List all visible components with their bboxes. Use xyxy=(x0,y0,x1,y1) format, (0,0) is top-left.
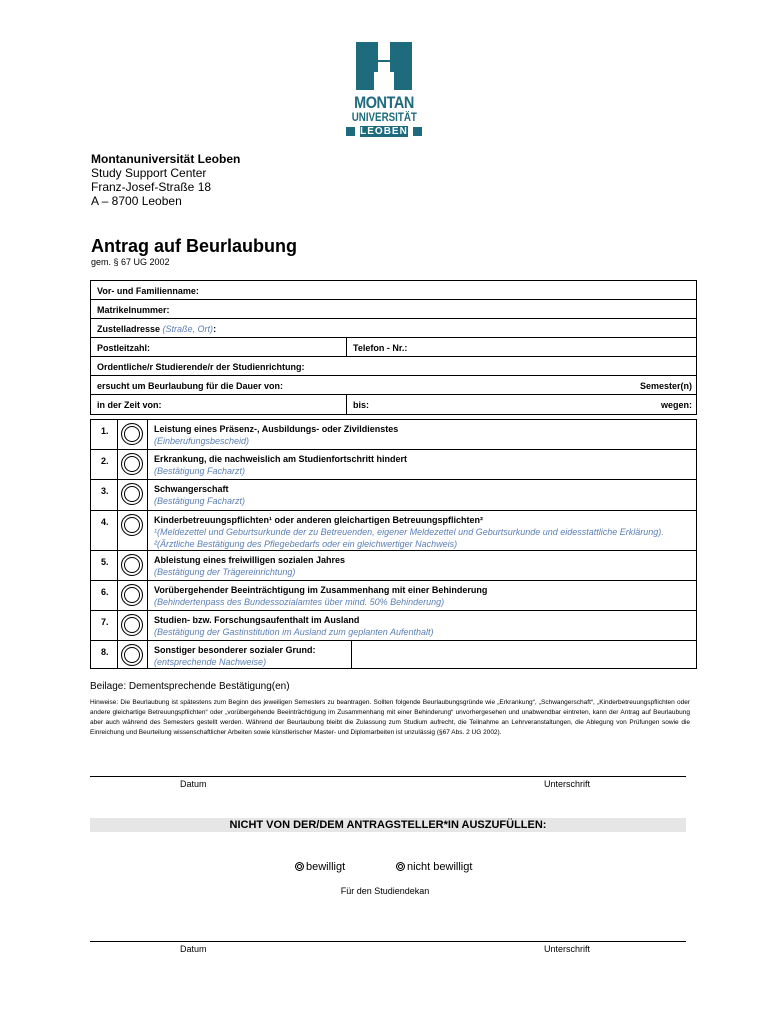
signature-label: Unterschrift xyxy=(544,779,591,789)
reason-number: 6. xyxy=(91,581,118,610)
reason-number: 8. xyxy=(91,641,118,668)
divider xyxy=(346,395,347,414)
other-reason-divider xyxy=(351,641,352,668)
address-hint: (Straße, Ort) xyxy=(162,324,214,334)
reason-text: Studien- bzw. Forschungsaufenthalt im Ausland (Bestätigung der Gastinstitution im Ausland zum geplanten Aufenthalt) xyxy=(154,615,434,637)
approved-label: bewilligt xyxy=(306,861,346,873)
personal-data-table xyxy=(90,280,697,415)
reason-checkbox[interactable] xyxy=(118,581,148,610)
signature-line-dean[interactable] xyxy=(90,941,686,942)
reason-text: Vorübergehender Beeinträchtigung im Zusammenhang mit einer Behinderung (Behindertenpass des Bundessozialamtes über mind. 50% Behinderung) xyxy=(154,585,488,607)
name-label: Vor- und Familienname: xyxy=(97,286,199,296)
radio-circle-icon xyxy=(121,644,143,666)
logo-text-universitaet: UNIVERSITÄT xyxy=(351,112,417,124)
logo-text-leoben-bar xyxy=(346,126,422,138)
office-use-banner: NICHT VON DER/DEM ANTRAGSTELLER*IN AUSZUFÜLLEN: xyxy=(90,818,686,832)
radio-circle-icon xyxy=(121,453,143,475)
radio-circle-icon xyxy=(121,514,143,536)
reason-checkbox[interactable] xyxy=(118,551,148,580)
reason-text: Ableistung eines freiwilligen sozialen Jahres (Bestätigung der Trägereinrichtung) xyxy=(154,555,346,577)
logo-text-montan: MONTAN xyxy=(354,93,414,112)
address-institution: Montanuniversität Leoben xyxy=(91,152,241,166)
reason-checkbox[interactable] xyxy=(118,420,148,449)
studienrichtung-field[interactable] xyxy=(91,357,696,376)
zeit-row xyxy=(91,395,696,414)
semester-label: Semester(n) xyxy=(639,381,692,391)
reason-text: Leistung eines Präsenz-, Ausbildungs- oder Zivildienstes (Einberufungsbescheid) xyxy=(154,424,399,446)
radio-circle-icon xyxy=(121,554,143,576)
reason-number: 1. xyxy=(91,420,118,449)
reason-number: 3. xyxy=(91,480,118,510)
reason-checkbox[interactable] xyxy=(118,611,148,640)
wegen-label: wegen: xyxy=(660,400,692,410)
radio-circle-icon xyxy=(396,862,405,871)
reason-text: Erkrankung, die nachweislich am Studienfortschritt hindert (Bestätigung Facharzt) xyxy=(154,454,408,476)
plz-label: Postleitzahl: xyxy=(97,343,151,353)
reason-row xyxy=(91,420,696,450)
hints-text: Hinweise: Die Beurlaubung ist spätestens zum Beginn des jeweiligen Semesters zu beantragen. Sollten folgende Beurlaubungsgründe wie „Erkrankung“, „Schwangerschaft“, „Kinderbetreuungspflichten oder andere gleichartige Betreuungspflichten“ oder „vorübergehende Beeinträchtigung im Zusammenhang mit einer Behinderung“ unvorhergesehen und unabwendbar eintreten, kann der Antrag auf Beurlaubung aber auch während des Semesters gestellt werden. Während der Beurlaubung bleibt die Zulassung zum Studium aufrecht, die Teilnahme an Lehrveranstaltungen, die Ablegung von Prüfungen sowie die Einreichung und Beurteilung wissenschaftlicher Arbeiten sowie künstlerischer Master- und Diplomarbeiten ist unzulässig (§67 Abs. 2 UG 2002). xyxy=(90,699,690,736)
plz-telefon-row xyxy=(91,338,696,357)
reason-row xyxy=(91,551,696,581)
dauer-label: ersucht um Beurlaubung für die Dauer von: xyxy=(97,381,284,391)
logo-square-right xyxy=(413,127,422,136)
address-label: Zustelladresse (Straße, Ort): xyxy=(97,324,217,334)
signature-line-applicant[interactable] xyxy=(90,776,686,777)
recipient-address xyxy=(91,152,240,208)
address-street: Franz-Josef-Straße 18 xyxy=(91,180,212,194)
telefon-label: Telefon - Nr.: xyxy=(353,343,408,353)
reason-text: Sonstiger besonderer sozialer Grund: (entsprechende Nachweise) xyxy=(154,645,316,667)
signature-label: Unterschrift xyxy=(544,944,591,954)
form-subtitle: gem. § 67 UG 2002 xyxy=(91,257,170,267)
reason-row xyxy=(91,611,696,641)
reason-row xyxy=(91,641,696,668)
reason-row xyxy=(91,581,696,611)
reason-row xyxy=(91,511,696,551)
reason-row xyxy=(91,450,696,480)
matrikel-label: Matrikelnummer: xyxy=(97,305,170,315)
reason-text: Kinderbetreuungspflichten¹ oder anderen gleichartigen Betreuungspflichten² ¹(Meldezettel und Geburtsurkunde der zu Betreuenden, eigener Meldezettel und Geburtsurkunde und eidesstattliche Erklärung). ²(Ärztliche Bestätigung des Pflegebedarfs oder ein gleichwertiger Nachweis) xyxy=(154,515,664,549)
reason-checkbox[interactable] xyxy=(118,511,148,550)
reason-number: 7. xyxy=(91,611,118,640)
reason-row xyxy=(91,480,696,511)
reason-number: 4. xyxy=(91,511,118,550)
reason-number: 5. xyxy=(91,551,118,580)
zeit-label: in der Zeit von: xyxy=(97,400,162,410)
reason-checkbox[interactable] xyxy=(118,641,148,668)
reason-number: 2. xyxy=(91,450,118,479)
rejected-label: nicht bewilligt xyxy=(407,861,473,873)
divider xyxy=(346,338,347,356)
reason-checkbox[interactable] xyxy=(118,450,148,479)
date-label: Datum xyxy=(180,944,207,954)
radio-circle-icon xyxy=(121,483,143,505)
rejected-option[interactable] xyxy=(396,861,472,873)
attachment-note: Beilage: Dementsprechende Bestätigung(en) xyxy=(90,681,290,692)
radio-circle-icon xyxy=(121,584,143,606)
form-title: Antrag auf Beurlaubung xyxy=(91,236,297,256)
radio-circle-icon xyxy=(295,862,304,871)
bis-label: bis: xyxy=(353,400,370,410)
studienrichtung-label: Ordentliche/r Studierende/r der Studienrichtung: xyxy=(97,362,305,372)
dean-label: Für den Studiendekan xyxy=(340,886,430,896)
reason-text: Schwangerschaft (Bestätigung Facharzt) xyxy=(154,484,246,506)
name-field[interactable] xyxy=(91,281,696,300)
montan-logo-icon xyxy=(352,42,416,90)
address-city: A – 8700 Leoben xyxy=(91,194,182,208)
radio-circle-icon xyxy=(121,423,143,445)
logo-text-leoben: LEOBEN xyxy=(360,126,408,137)
dauer-field[interactable] xyxy=(91,376,696,395)
reasons-table xyxy=(90,419,697,669)
approved-option[interactable] xyxy=(295,861,345,873)
logo-square-left xyxy=(346,127,355,136)
date-label: Datum xyxy=(180,779,207,789)
radio-circle-icon xyxy=(121,614,143,636)
reason-checkbox[interactable] xyxy=(118,480,148,510)
university-logo xyxy=(346,42,422,138)
address-field[interactable] xyxy=(91,319,696,338)
matrikel-field[interactable] xyxy=(91,300,696,319)
address-department: Study Support Center xyxy=(91,166,207,180)
